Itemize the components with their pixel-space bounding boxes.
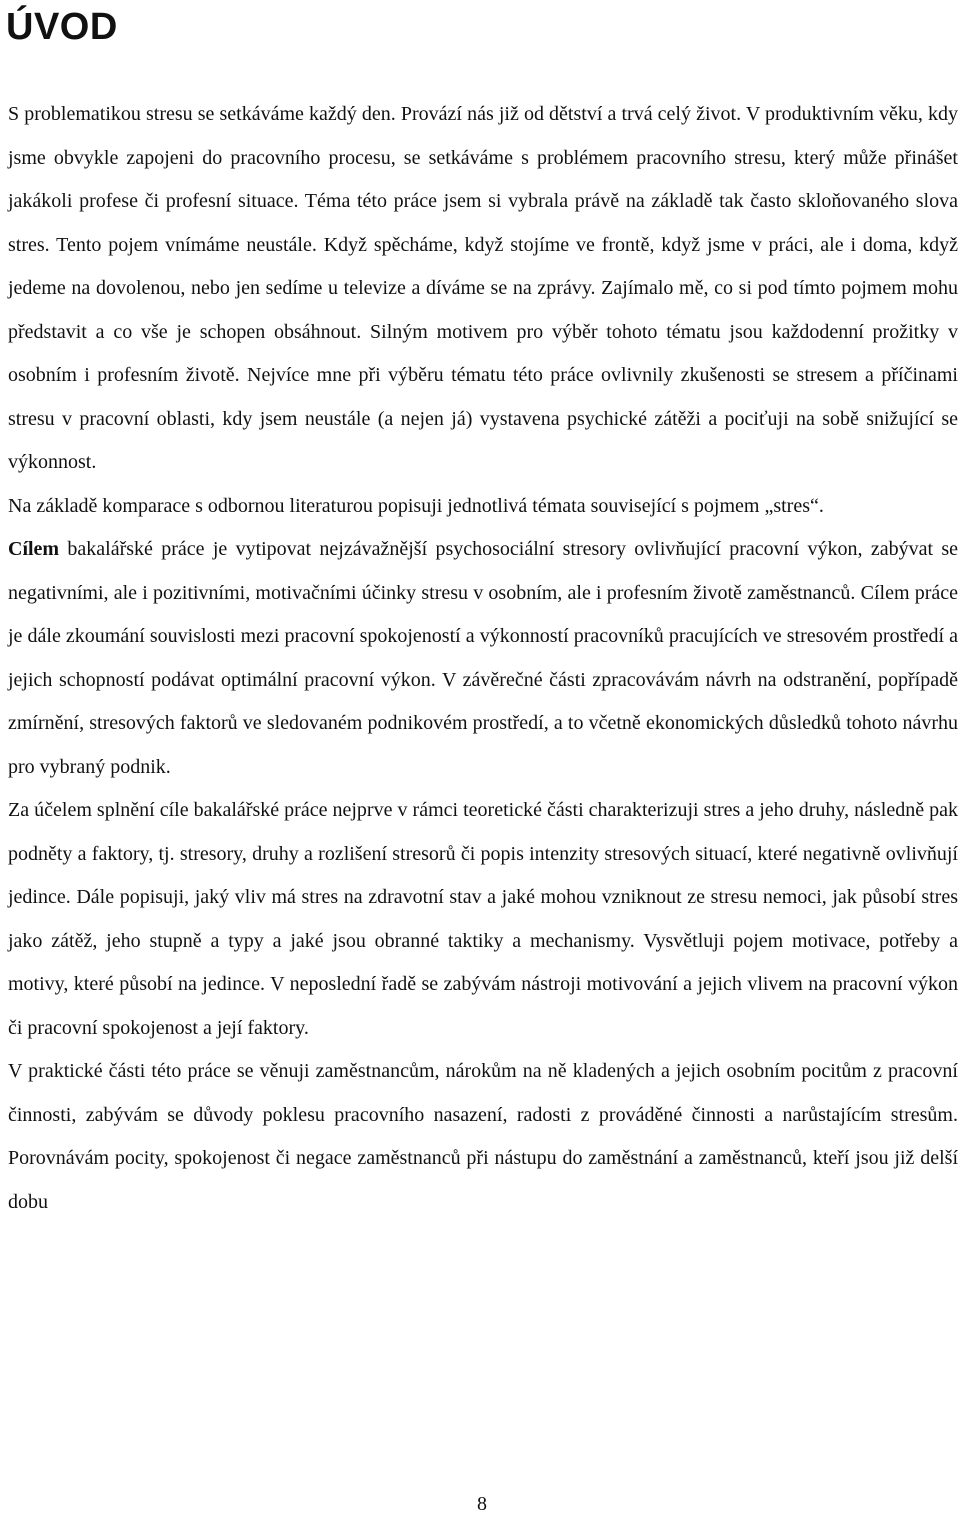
paragraph-theory: Za účelem splnění cíle bakalářské práce nejprve v rámci teoretické části charakterizuji stres a jeho druhy, následně pak podněty a faktory, tj. stresory, druhy a rozlišení stresorů či popis intenzity stresových situací, které negativně ovlivňují jedince. Dále popisuji, jaký vliv má stres na zdravotní stav a jaké mohou vzniknout ze stresu nemoci, jak působí stres jako zátěž, jeho stupně a typy a jaké jsou obranné taktiky a mechanismy. Vysvětluji pojem motivace, potřeby a motivy, které působí na jedince. V neposlední řadě se zabývám nástroji motivování a jejich vlivem na pracovní výkon či pracovní spokojenost a její faktory.	[8, 799, 958, 1039]
paragraph-motivation: S problematikou stresu se setkáváme každý den. Provází nás již od dětství a trvá celý život. V produktivním věku, kdy jsme obvykle zapojeni do pracovního procesu, se setkáváme s problémem pracovního stresu, který může přinášet jakákoli profese či profesní situace. Téma této práce jsem si vybrala právě na základě tak často skloňovaného slova stres. Tento pojem vnímáme neustále. Když spěcháme, když stojíme ve frontě, když jsme v práci, ale i doma, když jedeme na dovolenou, nebo jen sedíme u televize a díváme se na zprávy. Zajímalo mě, co si pod tímto pojmem mohu představit a co vše je schopen obsáhnout. Silným motivem pro výběr tohoto tématu jsou každodenní prožitky v osobním i profesním životě. Nejvíce mne při výběru tématu této práce ovlivnily zkušenosti se stresem a příčinami stresu v pracovní oblasti, kdy jsem neustále (a nejen já) vystavena psychické zátěži a pociťuji na sobě snižující se výkonnost.	[8, 103, 958, 473]
goal-lead-word: Cílem	[8, 538, 60, 560]
section-heading: ÚVOD	[6, 6, 118, 48]
page-number: 8	[477, 1493, 487, 1515]
goal-text: bakalářské práce je vytipovat nejzávažnější psychosociální stresory ovlivňující pracovní výkon, zabývat se negativními, ale i pozitivními, motivačními účinky stresu v osobním, ale i profesním životě zaměstnanců. Cílem práce je dále zkoumání souvislosti mezi pracovní spokojeností a výkonností pracovníků pracujících ve stresovém prostředí a jejich schopností podávat optimální pracovní výkon. V závěrečné části zpracovávám návrh na odstranění, popřípadě zmírnění, stresových faktorů ve sledovaném podnikovém prostředí, a to včetně ekonomických důsledků tohoto návrhu pro vybraný podnik.	[8, 538, 958, 778]
paragraph-goal	[8, 528, 958, 789]
paragraph-practice: V praktické části této práce se věnuji zaměstnancům, nárokům na ně kladených a jejich osobním pocitům z pracovní činnosti, zabývám se důvody poklesu pracovního nasazení, radosti z prováděné činnosti a narůstajícím stresům. Porovnávám pocity, spokojenost či negace zaměstnanců při nástupu do zaměstnání a zaměstnanců, kteří jsou již delší dobu	[8, 1060, 958, 1213]
paragraph-literature: Na základě komparace s odbornou literaturou popisuji jednotlivá témata související s pojmem „stres“.	[8, 494, 824, 517]
body-text	[8, 93, 958, 1224]
